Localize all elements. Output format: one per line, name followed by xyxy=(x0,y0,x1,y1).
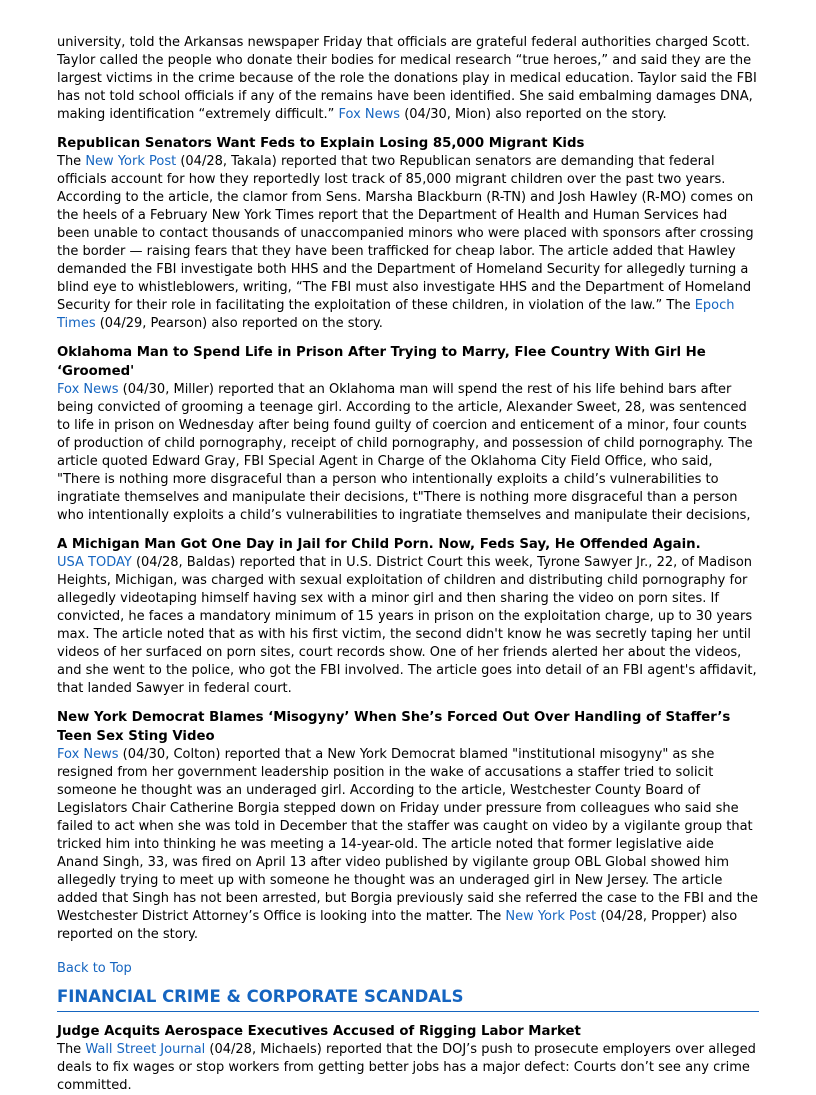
document-page xyxy=(57,34,759,1095)
story5 xyxy=(57,1022,759,1095)
story1-tail: (04/29, Pearson) also reported on the story. xyxy=(99,316,383,331)
story4-tail: (04/28, Propper) also reported on the story. xyxy=(57,909,738,942)
story4-source2-link[interactable]: New York Post xyxy=(505,909,597,924)
story1-headline: Republican Senators Want Feds to Explain Losing 85,000 Migrant Kids xyxy=(57,136,585,151)
story1-source2-link[interactable]: Epoch Times xyxy=(57,298,735,331)
intro-source-link[interactable]: Fox News xyxy=(338,107,401,122)
story3-body xyxy=(57,554,759,698)
story5-text: (04/28, Michaels) reported that the DOJ’s push to prosecute employers over alleged deals to fix wages or stop workers from getting better jobs has a major defect: Courts don’t see any crime committed. xyxy=(57,1042,756,1093)
story4-body xyxy=(57,746,759,944)
story4-source-link[interactable]: Fox News xyxy=(57,747,119,762)
story2-source-link[interactable]: Fox News xyxy=(57,382,119,397)
story1-lead: The xyxy=(57,154,82,169)
intro-paragraph xyxy=(57,34,759,124)
story1-text: (04/28, Takala) reported that two Republican senators are demanding that federal officials account for how they reportedly lost track of 85,000 migrant children over the past two years. According to the article, the clamor from Sens. Marsha Blackburn (R-TN) and Josh Hawley (R-MO) comes on the heels of a February New York Times report that the Department of Health and Human Services had been unable to contact thousands of unaccompanied minors who were placed with sponsors after crossing the border — raising fears that they have been trafficked for cheap labor. The article added that Hawley demanded the FBI investigate both HHS and the Department of Homeland Security for allegedly turning a blind eye to whistleblowers, writing, “The FBI must also investigate HHS and the Department of Homeland Security for their role in facilitating the exploitation of these children, in violation of the law.” The xyxy=(57,154,754,313)
intro-text: university, told the Arkansas newspaper Friday that officials are grateful federal authorities charged Scott. Taylor called the people who donate their bodies for medical research “true heroes,” and said they are the largest victims in the crime because of the role the donations play in medical education. Taylor said the FBI has not told school officials if any of the remains have been identified. She said embalming damages DNA, making identification “extremely difficult.” xyxy=(57,35,757,122)
intro-tail: (04/30, Mion) also reported on the story. xyxy=(404,107,667,122)
story2-headline: Oklahoma Man to Spend Life in Prison After Trying to Marry, Flee Country With Girl He ‘Groomed' xyxy=(57,345,706,379)
story3-headline: A Michigan Man Got One Day in Jail for Child Porn. Now, Feds Say, He Offended Again. xyxy=(57,537,701,552)
story4-headline: New York Democrat Blames ‘Misogyny’ When She’s Forced Out Over Handling of Staffer’s Teen Sex Sting Video xyxy=(57,710,731,744)
back-to-top-paragraph xyxy=(57,960,759,978)
story2-body xyxy=(57,381,759,525)
story2-text: (04/30, Miller) reported that an Oklahoma man will spend the rest of his life behind bars after being convicted of grooming a teenage girl. According to the article, Alexander Sweet, 28, was sentenced to life in prison on Wednesday after being found guilty of coercion and enticement of a minor, four counts of production of child pornography, receipt of child pornography, and possession of child pornography. The article quoted Edward Gray, FBI Special Agent in Charge of the Oklahoma City Field Office, who said, "There is nothing more disgraceful than a person who intentionally exploits a child’s vulnerabilities to ingratiate themselves and manipulate their decisions, t"There is nothing more disgraceful than a person who intentionally exploits a child’s vulnerabilities to ingratiate themselves and manipulate their decisions, xyxy=(57,382,753,523)
story5-body xyxy=(57,1041,759,1095)
story1-body xyxy=(57,153,759,333)
back-to-top-link[interactable]: Back to Top xyxy=(57,961,132,976)
story4-text: (04/30, Colton) reported that a New York Democrat blamed "institutional misogyny" as she resigned from her government leadership position in the wake of accusations a staffer tried to solicit someone he thought was an underaged girl. According to the article, Westchester County Board of Legislators Chair Catherine Borgia stepped down on Friday under pressure from colleagues who said she failed to act when she was told in December that the staffer was caught on video by a vigilante group that tricked him into thinking he was meeting a 14-year-old. The article noted that former legislative aide Anand Singh, 33, was fired on April 13 after video published by vigilante group OBL Global showed him allegedly trying to meet up with someone he thought was an underaged girl in New Jersey. The article added that Singh has not been arrested, but Borgia previously said she referred the case to the FBI and the Westchester District Attorney’s Office is looking into the matter. The xyxy=(57,747,758,924)
story5-lead: The xyxy=(57,1042,82,1057)
story3-text: (04/28, Baldas) reported that in U.S. District Court this week, Tyrone Sawyer Jr., 22, of Madison Heights, Michigan, was charged with sexual exploitation of children and distributing child pornography for allegedly videotaping himself having sex with a minor girl and then sharing the video on porn sites. If convicted, he faces a mandatory minimum of 15 years in prison on the exploitation charge, up to 30 years max. The article noted that as with his first victim, the second didn't know he was secretly taping her until videos of her surfaced on porn sites, court records show. One of her friends alerted her about the videos, and she went to the police, who got the FBI involved. The article goes into detail of an FBI agent's affidavit, that landed Sawyer in federal court. xyxy=(57,555,757,696)
section-title: FINANCIAL CRIME & CORPORATE SCANDALS xyxy=(57,986,759,1012)
story3-source-link[interactable]: USA TODAY xyxy=(57,555,132,570)
story1-source-link[interactable]: New York Post xyxy=(85,154,177,169)
story5-source-link[interactable]: Wall Street Journal xyxy=(85,1042,206,1057)
story5-headline: Judge Acquits Aerospace Executives Accused of Rigging Labor Market xyxy=(57,1024,581,1039)
